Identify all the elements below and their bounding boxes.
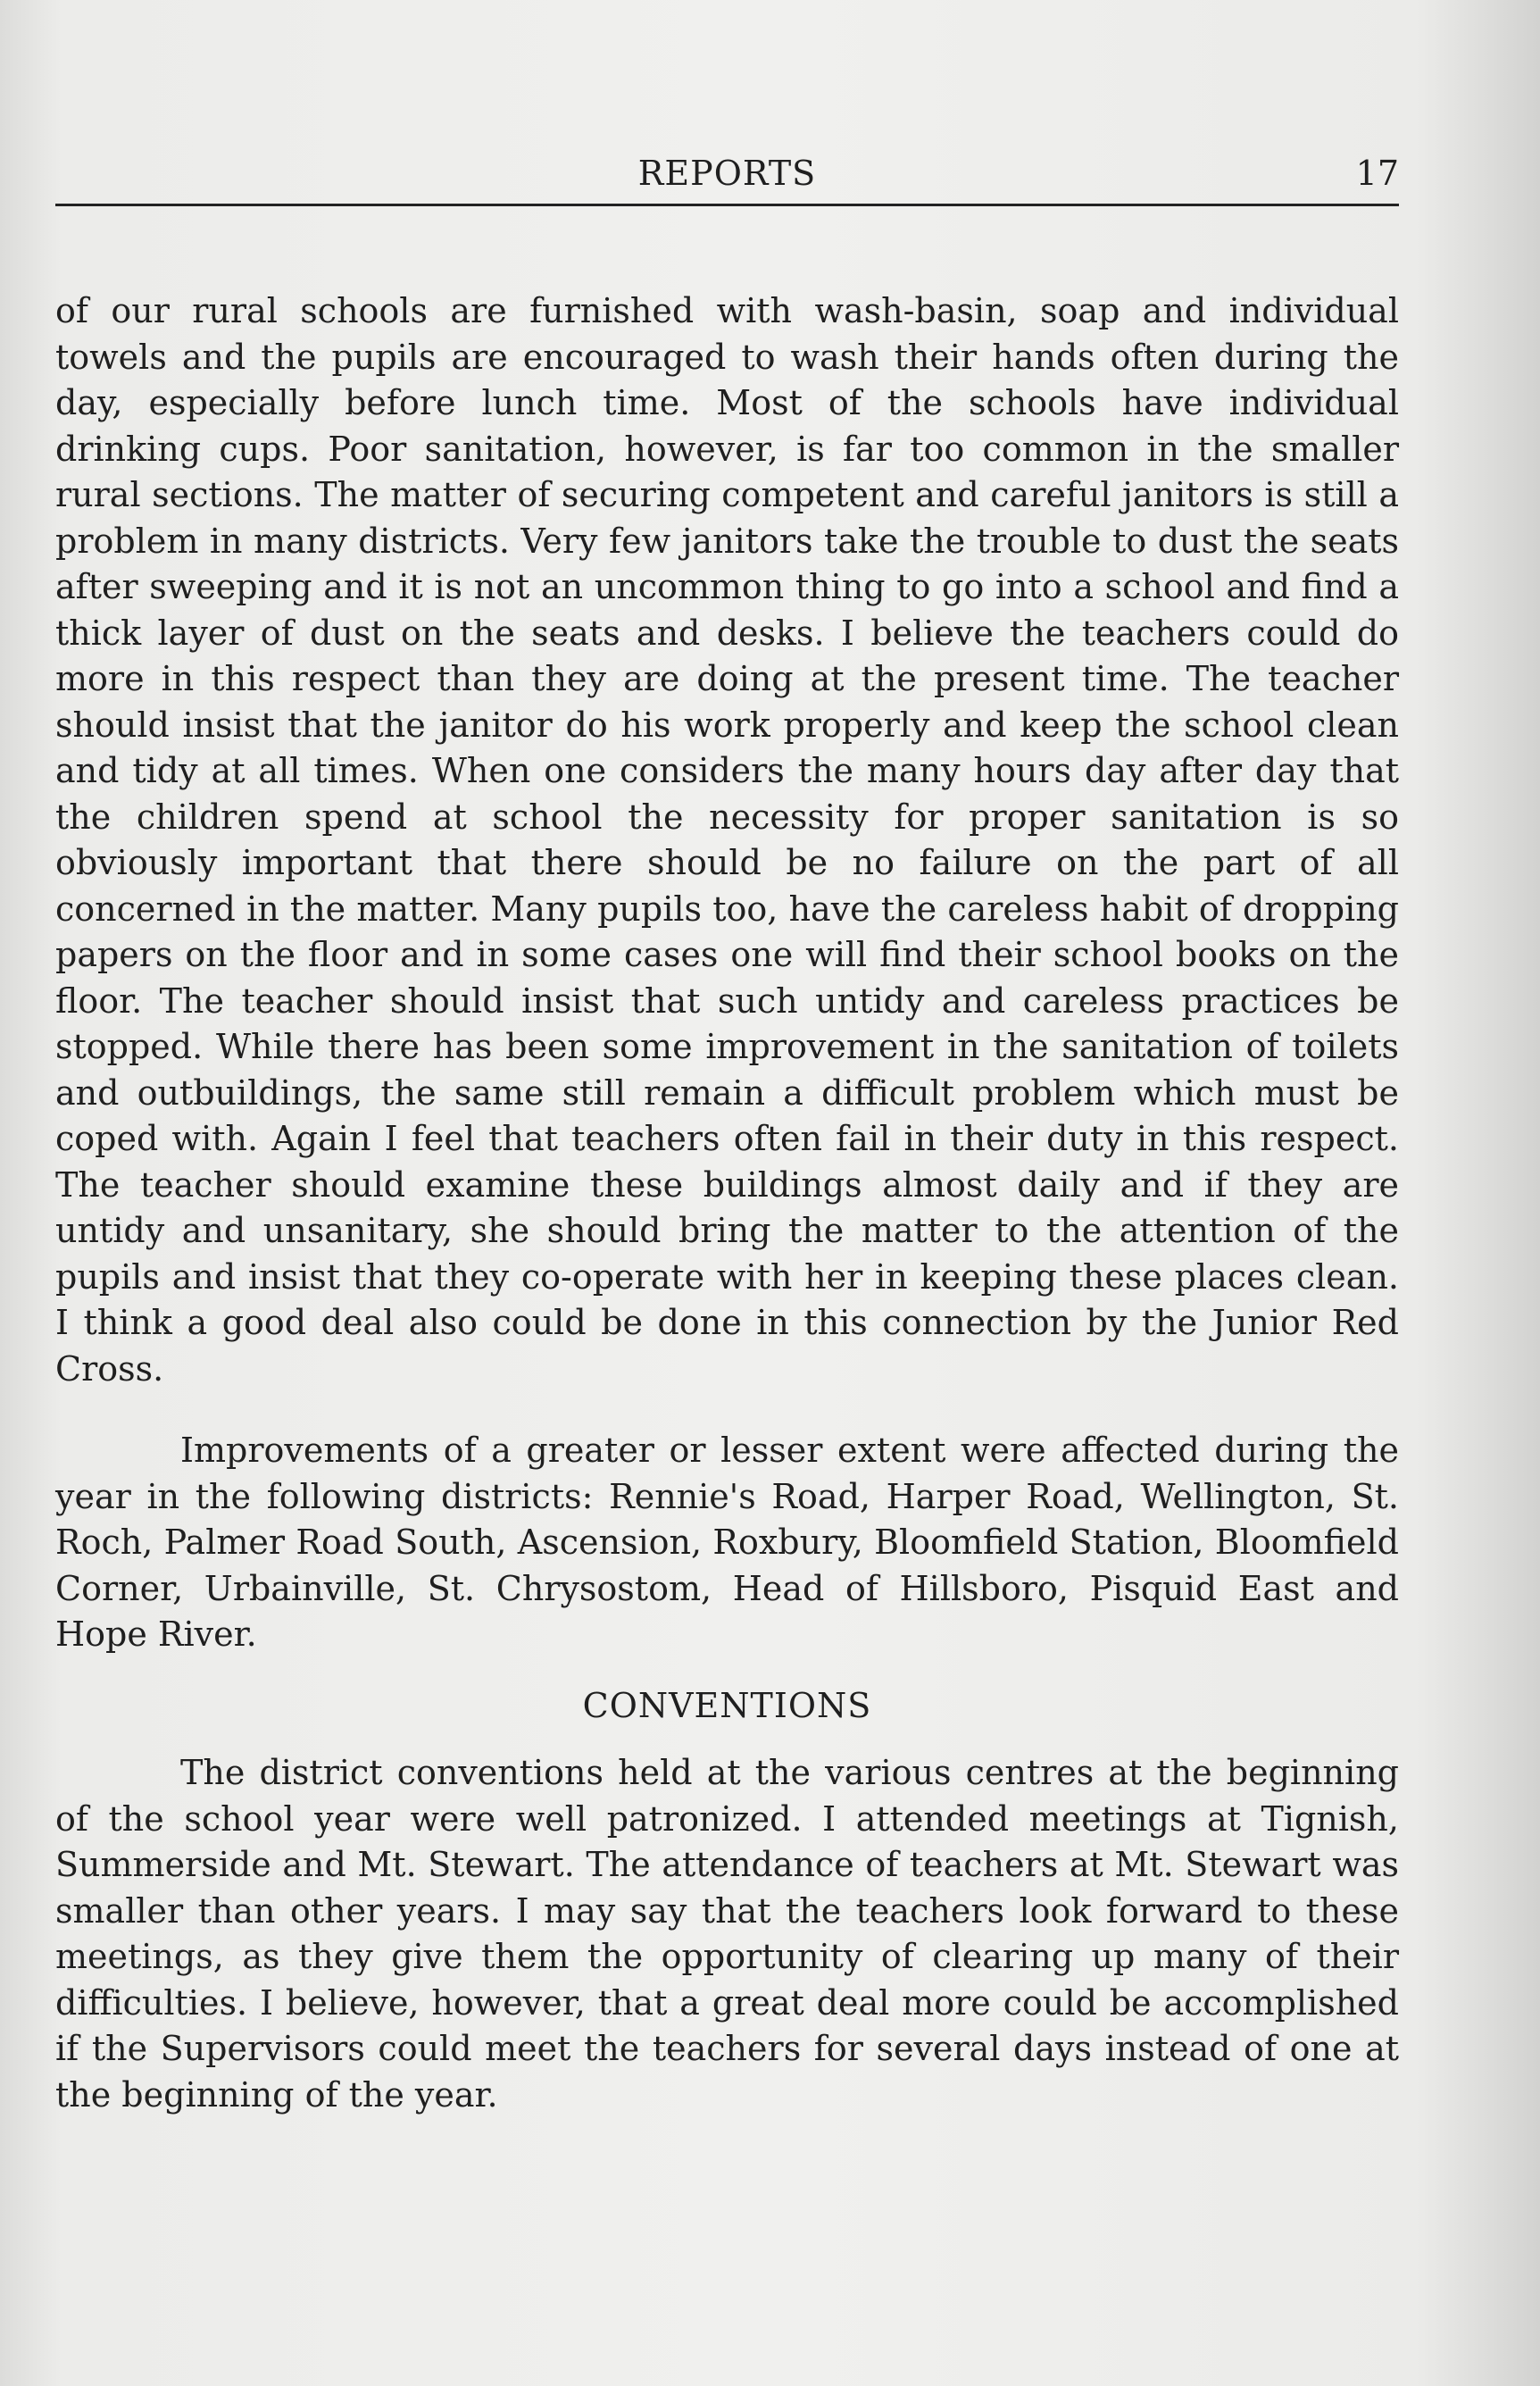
paragraph-improvements: Improvements of a greater or lesser extent were affected during the year in the following districts: Rennie's Road, Harper Road, Wellington, St. Roch, Palmer Road South, Ascension, Roxbury, Bloomfield Station, Bloomfield Corner, Urbainville, St. Chrysostom, Head of Hillsboro, Pisquid East and Hope River. [55, 1431, 1399, 1654]
section-heading-conventions: CONVENTIONS [582, 1685, 872, 1725]
paragraph-sanitation: of our rural schools are furnished with wash-basin, soap and individual towels and the pupils are encouraged to wash their hands often during the day, especially before lunch time. Most of the schools have individual drinking cups. Poor sanitation, however, is far too common in the smaller rural sections. The matter of securing competent and careful janitors is still a problem in many districts. Very few janitors take the trouble to dust the seats after sweeping and it is not an uncommon thing to go into a school and find a thick layer of dust on the seats and desks. I believe the teachers could do more in this respect than they are doing at the present time. The teacher should insist that the janitor do his work properly and keep the school clean and tidy at all times. When one considers the many hours day after day that the children spend at school the necessity for proper sanitation is so obviously important that there should be no failure on the part of all concerned in the matter. Many pupils too, have the careless habit of dropping papers on the floor and in some cases one will find their school books on the floor. The teacher should insist that such untidy and careless practices be stopped. While there has been some improvement in the sanitation of toilets and outbuildings, the same still remain a difficult problem which must be coped with. Again I feel that teachers often fail in their duty in this respect. The teacher should examine these buildings almost daily and if they are untidy and unsanitary, she should bring the matter to the attention of the pupils and insist that they co-operate with her in keeping these places clean. I think a good deal also could be done in this connection by the Junior Red Cross. [55, 291, 1399, 1389]
page-header [55, 150, 1399, 206]
page-body [55, 288, 1399, 2118]
page-number: 17 [1355, 154, 1399, 193]
running-head: REPORTS [637, 154, 817, 193]
paragraph-conventions: The district conventions held at the various centres at the beginning of the school year were well patronized. I attended meetings at Tignish, Summerside and Mt. Stewart. The attendance of teachers at Mt. Stewart was smaller than other years. I may say that the teachers look forward to these meetings, as they give them the opportunity of clearing up many of their difficulties. I believe, however, that a great deal more could be accomplished if the Supervisors could meet the teachers for several days instead of one at the beginning of the year. [55, 1753, 1399, 2115]
